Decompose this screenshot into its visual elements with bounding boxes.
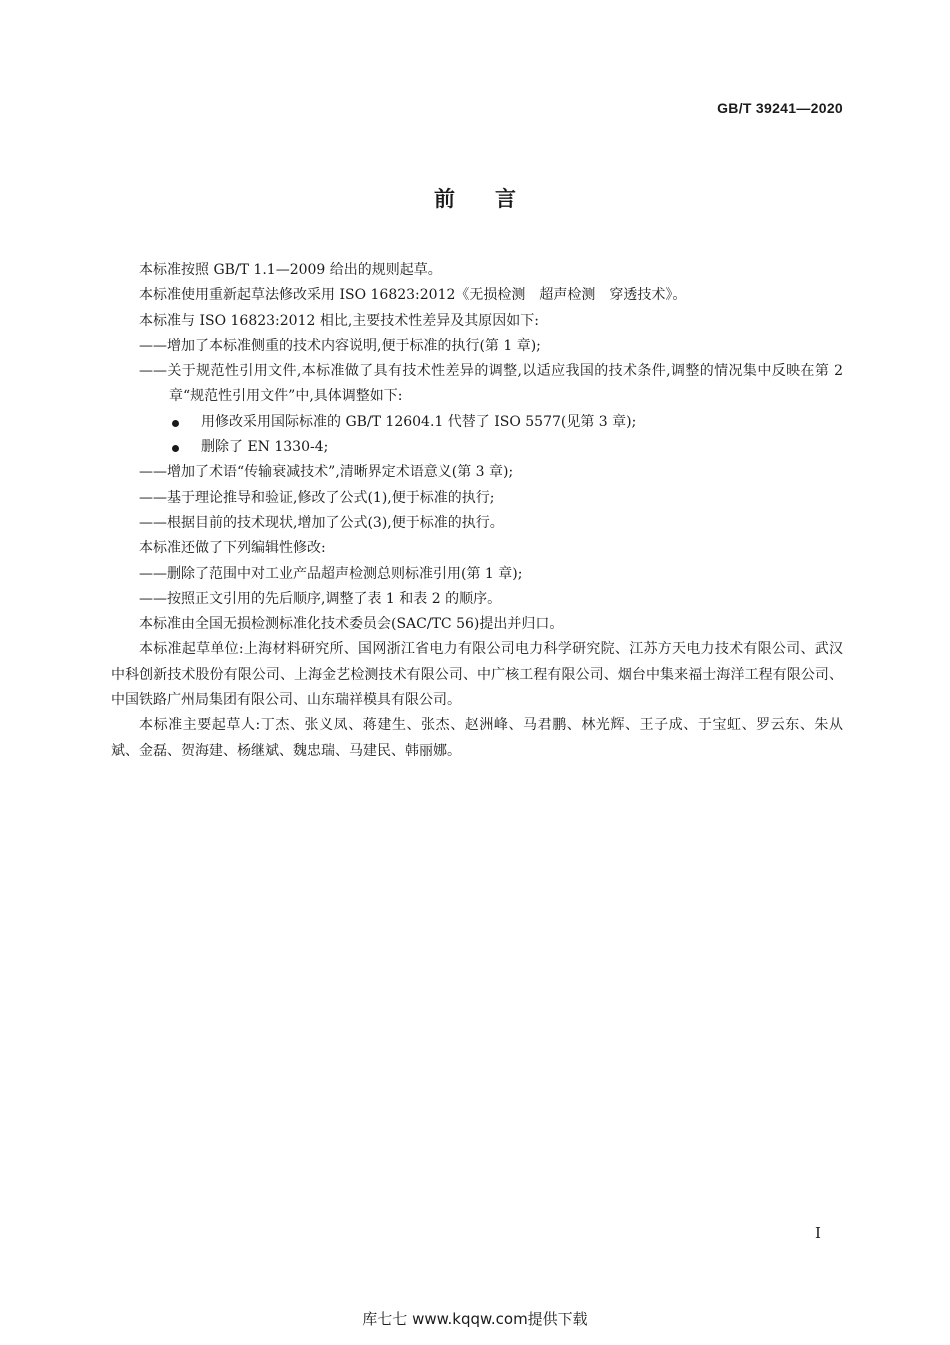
paragraph-drafting-units: 本标准起草单位:上海材料研究所、国网浙江省电力有限公司电力科学研究院、江苏方天电力技术有限公司、武汉中科创新技术股份有限公司、上海金艺检测技术有限公司、中广核工程有限公司、烟台中集来福士海洋工程有限公司、中国铁路广州局集团有限公司、山东瑞祥模具有限公司。 [111,641,843,709]
paragraph-differences-intro: 本标准与 ISO 16823:2012 相比,主要技术性差异及其原因如下: [139,312,539,329]
difference-item: ——根据目前的技术现状,增加了公式(3),便于标准的执行。 [139,514,504,531]
bullet-icon [172,445,179,452]
bullet-item [111,410,843,435]
page-number: I [815,1224,821,1242]
editorial-item: ——删除了范围中对工业产品超声检测总则标准引用(第 1 章); [139,565,523,582]
paragraph-editorial-intro: 本标准还做了下列编辑性修改: [139,540,326,557]
difference-item: ——增加了本标准侧重的技术内容说明,便于标准的执行(第 1 章); [139,337,541,354]
bullet-text: 用修改采用国际标准的 GB/T 12604.1 代替了 ISO 5577(见第 3 章); [201,413,637,430]
download-footer: 库七七 www.kqqw.com提供下载 [362,1310,588,1328]
bullet-item [111,435,843,460]
editorial-item: ——按照正文引用的先后顺序,调整了表 1 和表 2 的顺序。 [139,590,502,607]
paragraph-drafters: 本标准主要起草人:丁杰、张义凤、蒋建生、张杰、赵洲峰、马君鹏、林光辉、王子成、于宝虹、罗云东、朱从斌、金磊、贺海建、杨继斌、魏忠瑞、马建民、韩丽娜。 [111,717,843,759]
difference-item: ——关于规范性引用文件,本标准做了具有技术性差异的调整,以适应我国的技术条件,调整的情况集中反映在第 2 章“规范性引用文件”中,具体调整如下: [139,363,843,405]
preface-body [111,258,843,764]
difference-item: ——基于理论推导和验证,修改了公式(1),便于标准的执行; [139,489,495,506]
standard-number: GB/T 39241—2020 [717,100,843,116]
paragraph-adoption: 本标准使用重新起草法修改采用 ISO 16823:2012《无损检测 超声检测 穿透技术》。 [139,287,687,304]
bullet-icon [172,420,179,427]
bullet-text: 删除了 EN 1330-4; [201,439,329,456]
difference-item: ——增加了术语“传输衰减技术”,清晰界定术语意义(第 3 章); [139,464,514,481]
paragraph-proposer: 本标准由全国无损检测标准化技术委员会(SAC/TC 56)提出并归口。 [139,616,564,633]
page-title: 前言 [434,187,556,211]
paragraph-drafting-rules: 本标准按照 GB/T 1.1—2009 给出的规则起草。 [139,262,442,278]
